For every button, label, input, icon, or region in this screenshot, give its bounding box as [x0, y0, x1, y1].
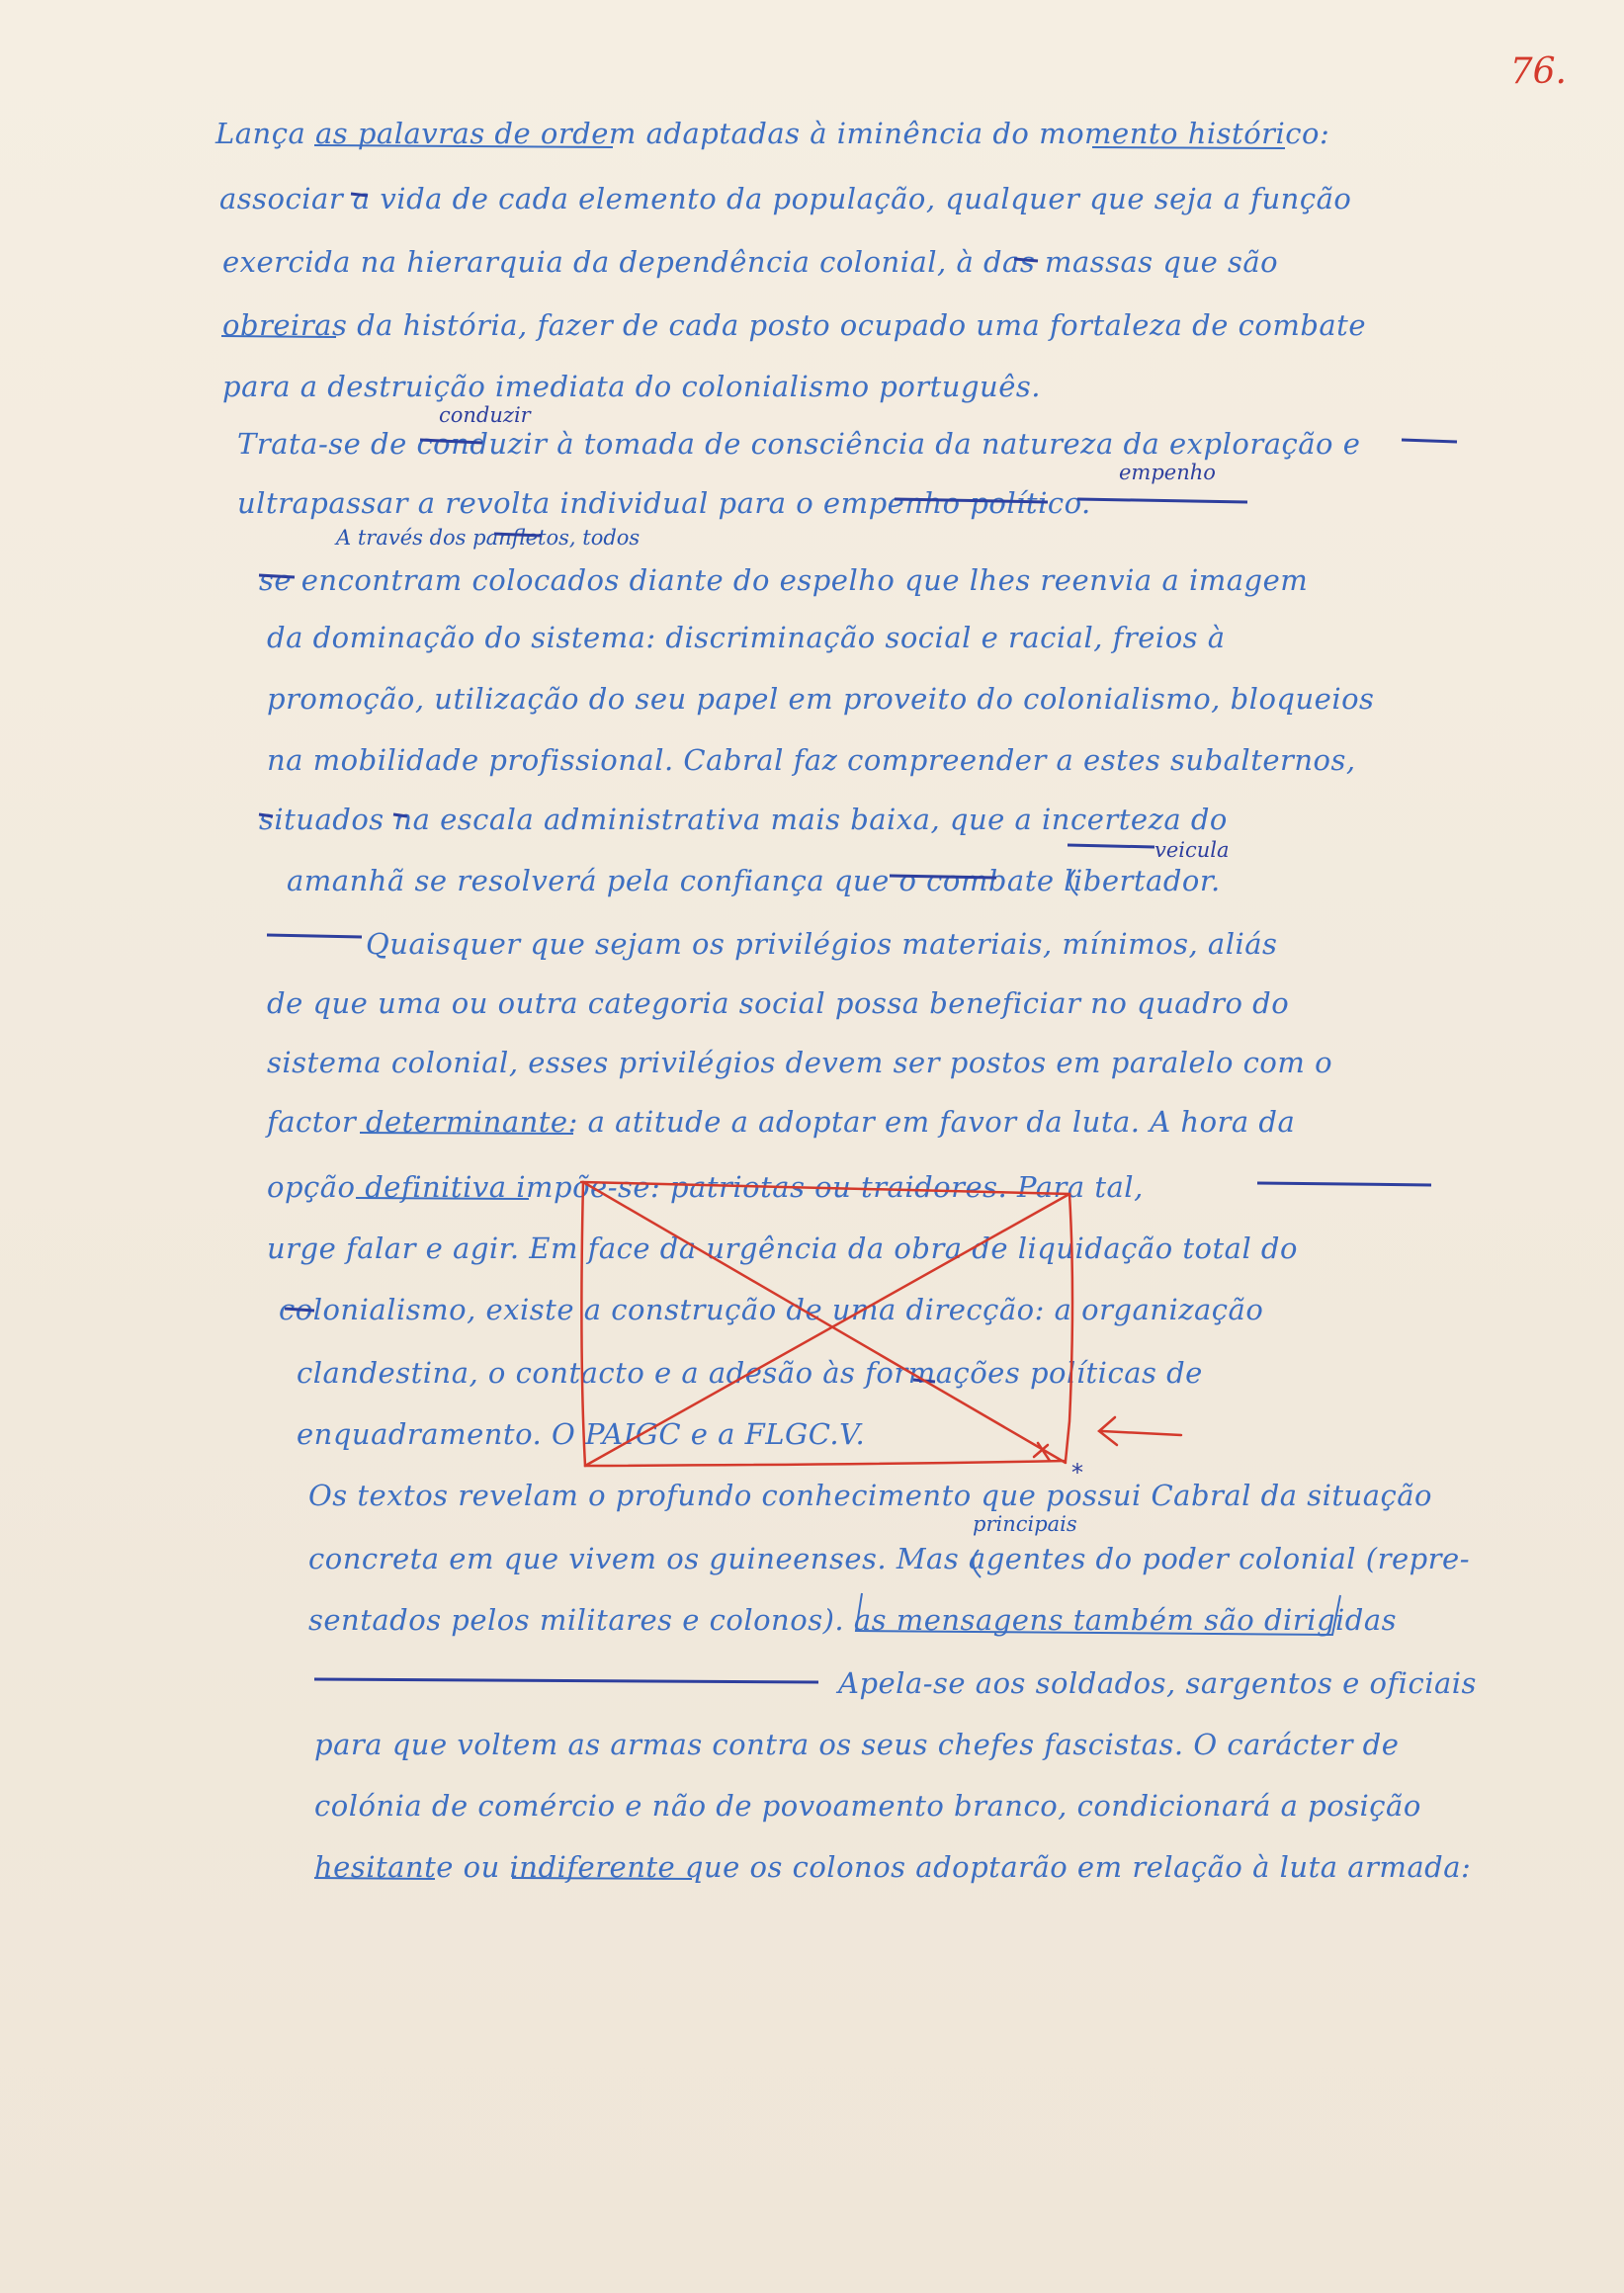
- crossed-box-drawing: [563, 1176, 1236, 1710]
- text-line-14: Quaisquer que sejam os privilégios materiais, mínimos, aliás: [366, 927, 1278, 961]
- text-line-26: Apela-se aos soldados, sargentos e oficiais: [838, 1666, 1477, 1700]
- underline-palavras-de-ordem: [314, 145, 613, 147]
- insertion-empenho: empenho: [1119, 461, 1216, 484]
- insertion-principais: principais: [973, 1512, 1077, 1536]
- text-line-21: clandestina, o contacto e a adesão às formações políticas de: [297, 1356, 1203, 1390]
- insertion-veicula: veicula: [1154, 838, 1230, 862]
- text-line-1: Lança as palavras de ordem adaptadas à iminência do momento histórico:: [215, 117, 1330, 150]
- text-line-12: situados na escala administrativa mais baixa, que a incerteza do: [259, 803, 1228, 836]
- underline-definitiva: [356, 1198, 529, 1199]
- strike-line2: [351, 194, 368, 196]
- page-number: 76.: [1509, 51, 1567, 92]
- strike-line7: [895, 499, 1048, 502]
- strike-line13b: [1068, 845, 1154, 847]
- text-line-3: exercida na hierarquia da dependência colonial, à das massas que são: [222, 245, 1279, 279]
- underline-hesitante: [314, 1878, 435, 1879]
- strike-line8: [259, 575, 295, 577]
- text-line-8: se encontram colocados diante do espelho que lhes reenvia a imagem: [259, 563, 1309, 597]
- underline-determinante: [360, 1133, 573, 1134]
- strike-line20: [285, 1309, 314, 1311]
- star-mark: *: [1071, 1459, 1083, 1486]
- underline-indiferente: [512, 1878, 692, 1879]
- text-line-6: Trata-se de conduzir à tomada de consciência da natureza da exploração e: [237, 427, 1361, 461]
- box-diagonal-2: [585, 1194, 1069, 1466]
- text-line-23: Os textos revelam o profundo conhecimento que possui Cabral da situação: [308, 1479, 1433, 1512]
- text-line-25: sentados pelos militares e colonos). as mensagens também são dirigidas: [308, 1603, 1398, 1637]
- insertion-atraves: A través dos panfletos, todos: [336, 526, 641, 550]
- strike-line6: [420, 440, 482, 443]
- text-line-19: urge falar e agir. Em face da urgência da obra de liquidação total do: [267, 1231, 1298, 1265]
- text-line-16: sistema colonial, esses privilégios devem ser postos em paralelo com o: [267, 1046, 1333, 1079]
- box-diagonal-1: [583, 1182, 1066, 1463]
- strike-line18: [1257, 1183, 1431, 1185]
- strike-line12b: [393, 814, 407, 816]
- underline-obreiras: [221, 336, 336, 337]
- underline-momento-historico: [1092, 147, 1285, 148]
- strike-line3: [1014, 259, 1038, 261]
- text-line-29: hesitante ou indiferente que os colonos adoptarão em relação à luta armada:: [314, 1850, 1472, 1884]
- text-line-24: concreta em que vivem os guineenses. Mas agentes do poder colonial (repre-: [308, 1542, 1471, 1575]
- text-line-20: colonialismo, existe a construção de uma direcção: a organização: [279, 1293, 1264, 1326]
- text-line-13: amanhã se resolverá pela confiança que o combate libertador.: [287, 864, 1221, 897]
- strike-line13a: [890, 876, 996, 878]
- strike-atraves: [494, 534, 542, 536]
- text-line-18: opção definitiva impõe-se: patriotas ou traidores. Para tal,: [267, 1170, 1144, 1204]
- text-line-28: colónia de comércio e não de povoamento branco, condicionará a posição: [314, 1789, 1421, 1823]
- strike-line7b: [1077, 499, 1247, 502]
- strike-line14: [267, 935, 362, 937]
- text-line-22: enquadramento. O PAIGC e a FLGC.V.: [297, 1417, 866, 1451]
- insertion-conduzir: conduzir: [439, 403, 531, 427]
- text-line-27: para que voltem as armas contra os seus chefes fascistas. O carácter de: [314, 1728, 1400, 1761]
- text-line-11: na mobilidade profissional. Cabral faz compreender a estes subalternos,: [267, 743, 1356, 777]
- strike-line6-end: [1402, 440, 1457, 442]
- text-line-2: associar a vida de cada elemento da população, qualquer que seja a função: [219, 182, 1352, 215]
- text-line-9: da dominação do sistema: discriminação social e racial, freios à: [267, 621, 1226, 654]
- text-line-7: ultrapassar a revolta individual para o empenho político.: [237, 486, 1091, 520]
- text-line-5: para a destruição imediata do colonialismo português.: [222, 370, 1041, 403]
- arrow-shaft: [1102, 1431, 1181, 1435]
- strike-line12: [259, 814, 273, 816]
- text-line-17: factor determinante: a atitude a adoptar em favor da luta. A hora da: [267, 1105, 1296, 1139]
- bracket-combate: [1069, 870, 1077, 895]
- text-line-10: promoção, utilização do seu papel em proveito do colonialismo, bloqueios: [267, 682, 1375, 716]
- text-line-4: obreiras da história, fazer de cada posto ocupado uma fortaleza de combate: [222, 308, 1366, 342]
- text-line-15: de que uma ou outra categoria social possa beneficiar no quadro do: [267, 986, 1290, 1020]
